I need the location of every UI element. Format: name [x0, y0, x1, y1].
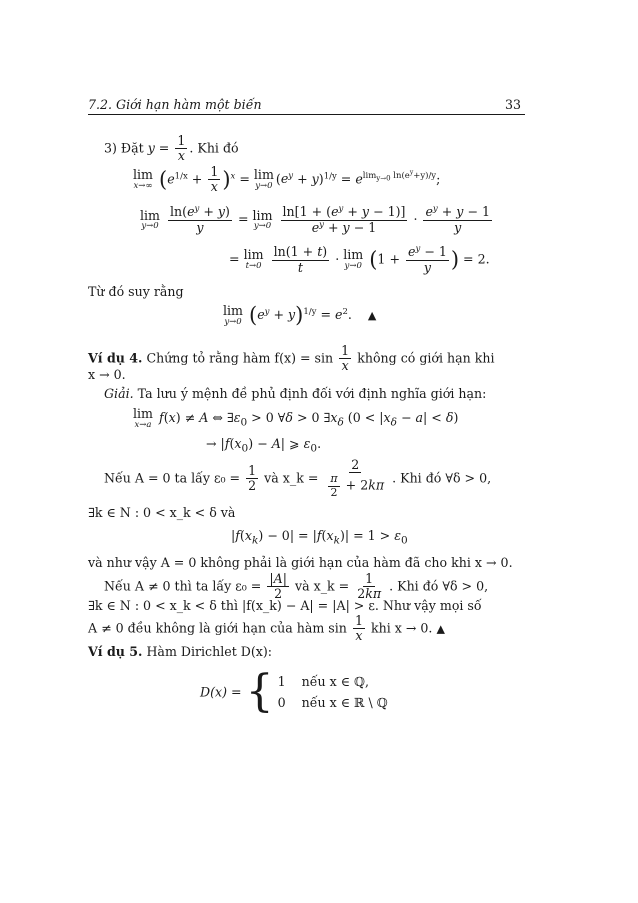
equation-limit-3: = lim t→0 $\frac{\ln(1 + t)}{t}$ · lim y→0 (1 + $\frac{e^y - 1}{y}$ ) = 2. [229, 244, 490, 275]
example-4-tail: không có giới hạn khi [357, 350, 495, 366]
case-2-value: 0 [277, 695, 286, 710]
page-number: 33 [505, 97, 522, 112]
dirichlet-case-2 [278, 695, 388, 710]
example-4-label: Ví dụ 4. [88, 350, 143, 366]
example-5-label: Ví dụ 5. [88, 644, 143, 659]
solution-text: Ta lưu ý mệnh đề phủ định đối với định nghĩa giới hạn: [137, 386, 487, 401]
equation-limit-1: lim x→∞ ($e^{1/x}$ + $\frac{1}{x}$ )$^x$ = lim y→0 $(e^y + y)^{1/y} = e^{lim_{y\to 0} ln(e^y+y)/y}$; [133, 164, 441, 195]
case-a-zero-post: . Khi đó ∀δ > 0, [392, 470, 492, 486]
case-a-zero-mid: và x_k = [264, 470, 319, 486]
case-a-zero: Nếu A = 0 ta lấy ε₀ = $\frac{1}{2}$ và x_k = 2 $\frac{\pi}{2}$ + 2kπ . Khi đó ∀δ > 0, [104, 457, 492, 500]
end-triangle-icon: ▲ [436, 622, 445, 636]
example-4-line2: x → 0. [88, 367, 126, 382]
case-a-nonzero-post: . Khi đó ∀δ > 0, [389, 578, 489, 594]
case-a-zero-pre: Nếu A = 0 ta lấy ε₀ = [104, 470, 241, 486]
case-a-nonzero-line3-pre: A ≠ 0 đều không là giới hạn của hàm sin [88, 620, 347, 636]
case-a-nonzero-mid: và x_k = [294, 578, 350, 594]
example-4: Ví dụ 4. Chứng tỏ rằng hàm f(x) = sin $\frac{1}{x}$ không có giới hạn khi [88, 343, 495, 374]
case-a-nonzero-line3-post: khi x → 0. [370, 620, 433, 636]
case-a-nonzero-line2: ∃k ∈ N : 0 < x_k < δ thì |f(x_k) − A| = |A| > ε. Như vậy mọi số [88, 598, 482, 613]
conclusion-1: và như vậy A = 0 không phải là giới hạn của hàm đã cho khi x → 0. [88, 555, 513, 570]
case-1-condition: nếu x ∈ ℚ, [301, 674, 370, 689]
case-a-nonzero-pre: Nếu A ≠ 0 thì ta lấy ε₀ = [104, 578, 262, 594]
item3-intro-post: Khi đó [197, 140, 239, 156]
equation-limit-2: lim y→0 $\frac{\ln(e^y + y)}{y}$ = lim y→0 $\frac{\ln[1 + (e^y + y - 1)]}{e^y + y - 1}$ · $\frac{e^y + y - 1}{y}$ [140, 204, 490, 235]
negation-line-2: → $|f(x_0) - A|$ ⩾ $\varepsilon_0$. [206, 436, 322, 455]
dirichlet-case-1 [278, 674, 388, 689]
example-5 [88, 644, 272, 659]
dirichlet-lhs: D(x) = [200, 684, 242, 700]
negation-line-1: lim x→a f(x) ≠ A ⇔ $\exists\varepsilon_0 > 0$ ∀δ > 0 $\exists x_\delta$ $(0 < |x_\delta - a| < \delta)$ [133, 406, 459, 430]
example-4-text: Chứng tỏ rằng hàm f(x) = sin [146, 350, 334, 366]
item3-intro-pre: 3) Đặt [104, 140, 144, 156]
exists-line: ∃k ∈ N : 0 < x_k < δ và [88, 505, 236, 520]
case-2-condition: nếu x ∈ ℝ \ ℚ [301, 695, 388, 710]
case-a-nonzero-line3: A ≠ 0 đều không là giới hạn của hàm sin $\frac{1}{x}$ khi x → 0. ▲ [88, 613, 445, 644]
solution-label: Giải. [104, 386, 134, 401]
brace-icon: { [245, 666, 274, 717]
header-rule [88, 114, 525, 115]
abs-value-equation: $|f(x_k) - 0| = |f(x_k)| = 1 > \varepsilon_0$ [231, 528, 408, 547]
example-5-text: Hàm Dirichlet D(x): [146, 644, 273, 659]
running-header [88, 97, 262, 112]
end-triangle-icon: ▲ [367, 309, 377, 323]
solution-intro [104, 386, 486, 401]
equation-result: lim y→0 $(e^y + y)^{1/y} = e^2$. ▲ [223, 303, 377, 328]
item3-intro: 3) Đặt y = $\frac{1}{x}$ . Khi đó [104, 133, 239, 164]
case-1-value: 1 [277, 674, 286, 689]
consequence-text: Từ đó suy rằng [88, 284, 184, 299]
section-title: 7.2. Giới hạn hàm một biến [88, 97, 262, 112]
case-a-nonzero: Nếu A ≠ 0 thì ta lấy ε₀ = $\frac{|A|}{2}$ và x_k = $\frac{1}{2k\pi}$ . Khi đó ∀δ > 0, [104, 571, 489, 602]
dirichlet-definition [200, 666, 388, 717]
